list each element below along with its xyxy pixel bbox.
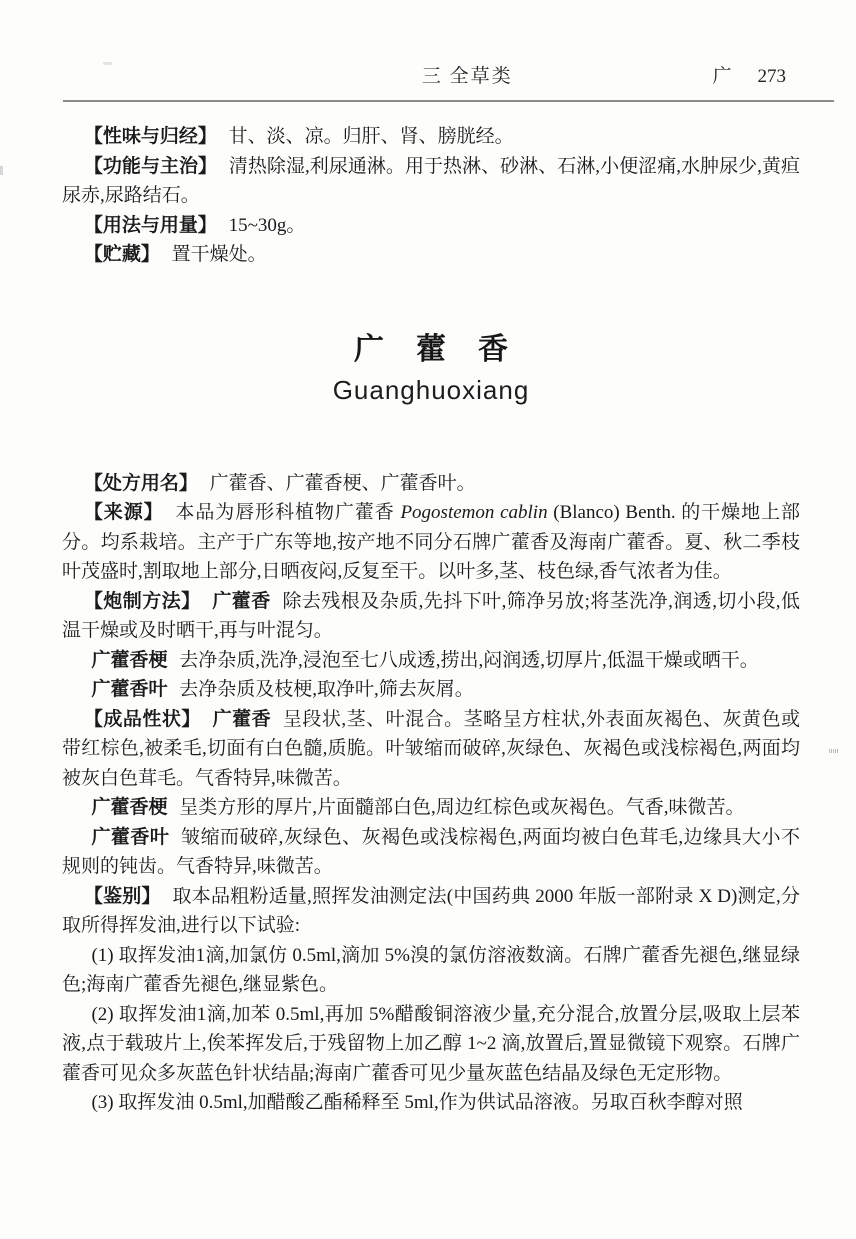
body-text: 皱缩而破碎,灰绿色、灰褐色或浅棕褐色,两面均被白色茸毛,边缘具大小不规则的钝齿。气香特异,味微苦。 bbox=[62, 826, 800, 877]
paragraph-identification bbox=[62, 882, 800, 941]
body-text: (1) 取挥发油1滴,加氯仿 0.5ml,滴加 5%溴的氯仿溶液数滴。石牌广藿香先褪色,继显绿色;海南广藿香先褪色,继显紫色。 bbox=[62, 944, 800, 995]
page-number: 273 bbox=[757, 66, 786, 87]
scan-artifact bbox=[829, 749, 839, 753]
monograph-body bbox=[62, 469, 800, 1118]
previous-entry-tail bbox=[62, 122, 800, 270]
body-text: 去净杂质,洗净,浸泡至七八成透,捞出,闷润透,切厚片,低温干燥或晒干。 bbox=[179, 649, 759, 671]
latin-authority: (Blanco) Benth. bbox=[547, 502, 682, 523]
entry-title-chinese: 广藿香 bbox=[354, 332, 540, 366]
subhead: 广藿香叶 bbox=[91, 679, 168, 700]
section-label: 【鉴别】 bbox=[83, 885, 161, 907]
scan-artifact bbox=[0, 166, 3, 175]
section-label: 【炮制方法】 bbox=[83, 590, 201, 612]
body-text: 呈类方形的厚片,片面髓部白色,周边红棕色或灰褐色。气香,味微苦。 bbox=[179, 797, 745, 818]
paragraph-identification-test-2 bbox=[62, 1000, 800, 1089]
paragraph-characteristics-stem bbox=[62, 793, 800, 823]
body-text: 本品为唇形科植物广藿香 bbox=[175, 502, 401, 523]
section-label: 【来源】 bbox=[83, 502, 164, 523]
body-text: (2) 取挥发油1滴,加苯 0.5ml,再加 5%醋酸铜溶液少量,充分混合,放置分层,吸取上层苯液,点于载玻片上,俟苯挥发后,于残留物上加乙醇 1~2 滴,放置后,置显微镜下观察。石牌广藿香可见众多灰蓝色针状结晶;海南广藿香可见少量灰蓝色结晶及绿色无定形物。 bbox=[62, 1003, 800, 1084]
subhead: 广藿香梗 bbox=[91, 797, 168, 818]
paragraph-processing-leaf bbox=[62, 675, 800, 705]
paragraph-processing-stem bbox=[62, 646, 800, 676]
body-text: 除去残根及杂质,先抖下叶,筛净另放;将茎洗净,润透,切小段,低温干燥或及时晒干,再与叶混匀。 bbox=[62, 590, 800, 641]
section-label: 【用法与用量】 bbox=[83, 214, 217, 236]
body-text: 甘、淡、凉。归肝、肾、膀胱经。 bbox=[228, 126, 514, 147]
latin-binomial: Pogostemon cablin bbox=[400, 502, 548, 523]
body-text: 广藿香、广藿香梗、广藿香叶。 bbox=[209, 472, 476, 494]
paragraph-characteristics-herb bbox=[62, 705, 800, 794]
subhead: 广藿香叶 bbox=[91, 826, 170, 848]
paragraph-identification-test-1 bbox=[62, 941, 800, 1000]
running-header bbox=[62, 66, 800, 88]
subhead: 广藿香梗 bbox=[91, 649, 168, 671]
paragraph-identification-test-3 bbox=[62, 1088, 800, 1118]
index-character: 广 bbox=[712, 66, 732, 87]
property-storage bbox=[62, 240, 800, 270]
body-text: 取本品粗粉适量,照挥发油测定法(中国药典 2000 年版一部附录 X D)测定,分取所得挥发油,进行以下试验: bbox=[62, 885, 800, 936]
section-label: 【贮藏】 bbox=[83, 244, 160, 265]
page-number-block bbox=[712, 66, 800, 88]
paragraph-source bbox=[62, 498, 800, 587]
paragraph-characteristics-leaf bbox=[62, 823, 800, 882]
body-text: 清热除湿,利尿通淋。用于热淋、砂淋、石淋,小便涩痛,水肿尿少,黄疸尿赤,尿路结石。 bbox=[62, 155, 800, 206]
body-text: 置干燥处。 bbox=[171, 244, 267, 265]
body-text: 去净杂质及枝梗,取净叶,筛去灰屑。 bbox=[179, 679, 474, 700]
property-taste-meridian bbox=[62, 122, 800, 152]
header-rule bbox=[63, 100, 834, 102]
body-text: 呈段状,茎、叶混合。茎略呈方柱状,外表面灰褐色、灰黄色或带红棕色,被柔毛,切面有白色髓,质脆。叶皱缩而破碎,灰绿色、灰褐色或浅棕褐色,两面均被灰白色茸毛。气香特异,味微苦。 bbox=[62, 708, 800, 789]
body-text: 的干燥地上部分。均系栽培。主产于广东等地,按产地不同分石牌广藿香及海南广藿香。夏、秋二季枝叶茂盛时,割取地上部分,日晒夜闷,反复至干。以叶多,茎、枝色绿,香气浓者为佳。 bbox=[62, 502, 800, 582]
section-label: 【处方用名】 bbox=[83, 472, 198, 494]
paragraph-prescription-names bbox=[62, 469, 800, 499]
subhead: 广藿香 bbox=[212, 590, 271, 612]
section-label: 【性味与归经】 bbox=[83, 126, 217, 147]
property-dosage bbox=[62, 211, 800, 241]
scan-artifact bbox=[103, 62, 112, 65]
section-label: 【功能与主治】 bbox=[83, 155, 218, 177]
entry-title-pinyin: Guanghuoxiang bbox=[332, 374, 530, 405]
body-text: (3) 取挥发油 0.5ml,加醋酸乙酯稀释至 5ml,作为供试品溶液。另取百秋李醇对照 bbox=[91, 1092, 743, 1113]
entry-title-block bbox=[62, 332, 800, 405]
chapter-heading: 三 全草类 bbox=[421, 66, 513, 87]
body-text: 15~30g。 bbox=[228, 214, 306, 236]
section-label: 【成品性状】 bbox=[83, 708, 201, 730]
subhead: 广藿香 bbox=[212, 708, 272, 730]
paragraph-processing-herb bbox=[62, 587, 800, 646]
property-function-indication bbox=[62, 152, 800, 211]
